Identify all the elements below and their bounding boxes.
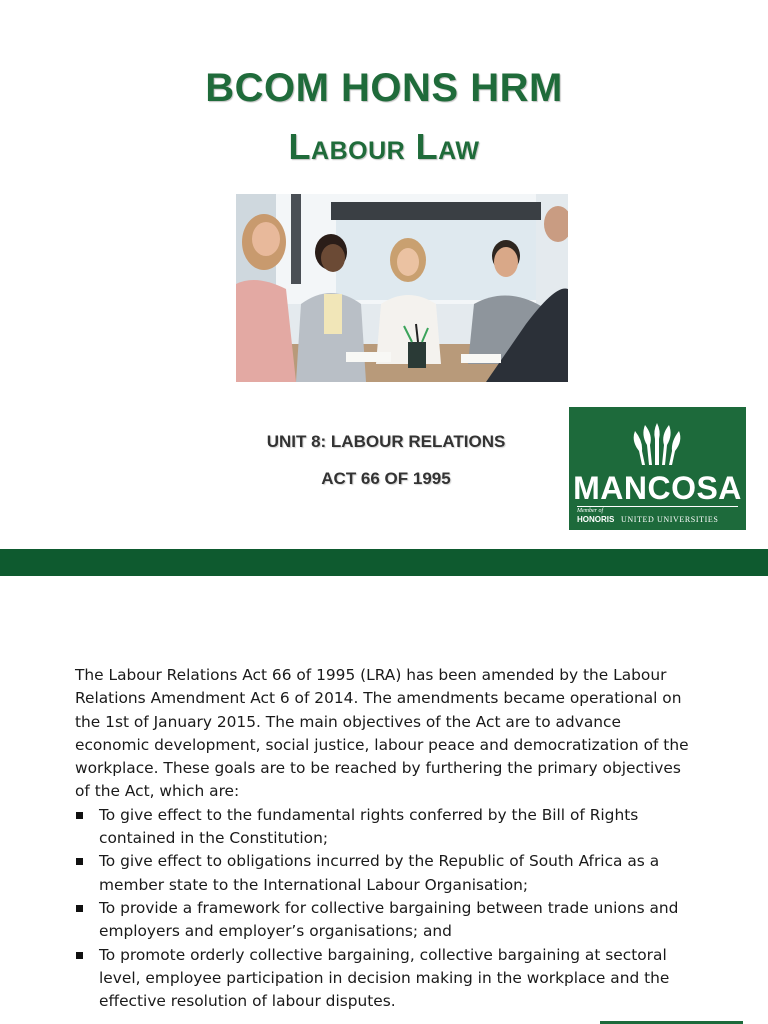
bullet-square-icon bbox=[76, 905, 83, 912]
list-item-text: To give effect to the fundamental rights conferred by the Bill of Rights contained in the Constitution; bbox=[99, 805, 639, 848]
act-title: ACT 66 OF 1995 bbox=[321, 469, 451, 488]
logo-member-of: Member of bbox=[577, 508, 604, 514]
logo-emblem-icon bbox=[569, 407, 746, 467]
logo-united-universities: UNITED UNIVERSITIES bbox=[621, 515, 719, 524]
list-item-text: To provide a framework for collective bargaining between trade unions and employers and employer’s organisations; and bbox=[99, 898, 679, 941]
list-item bbox=[75, 850, 695, 897]
meeting-photo bbox=[236, 194, 568, 382]
logo-wordmark: MANCOSA bbox=[573, 470, 742, 506]
bullet-square-icon bbox=[76, 812, 83, 819]
list-item-text: To promote orderly collective bargaining, collective bargaining at sectoral level, employee participation in decision making in the workplace and the effective resolution of labour disputes. bbox=[99, 945, 670, 1011]
list-item bbox=[75, 804, 695, 851]
unit-title: UNIT 8: LABOUR RELATIONS bbox=[266, 432, 506, 451]
intro-paragraph: The Labour Relations Act 66 of 1995 (LRA) has been amended by the Labour Relations Amendment Act 6 of 2014. The amendments became operational on the 1st of January 2015. The main objectives of the Act are to advance economic development, social justice, labour peace and democratization of the workplace. These goals are to be reached by furthering the primary objectives of the Act, which are: bbox=[75, 666, 689, 801]
mancosa-logo bbox=[569, 407, 746, 530]
logo-divider bbox=[577, 506, 738, 507]
list-item bbox=[75, 897, 695, 944]
list-item-text: To give effect to obligations incurred by the Republic of South Africa as a member state to the International Labour Organisation; bbox=[99, 852, 660, 894]
logo-honoris: HONORIS bbox=[577, 515, 615, 524]
bullet-square-icon bbox=[76, 858, 83, 865]
divider-band bbox=[0, 549, 768, 576]
objectives-list bbox=[75, 804, 695, 1014]
body-content bbox=[75, 664, 695, 1013]
list-item bbox=[75, 944, 695, 1014]
module-title: Labour Law bbox=[288, 126, 480, 167]
meeting-illustration bbox=[236, 194, 568, 382]
course-title: BCOM HONS HRM bbox=[205, 66, 563, 110]
bullet-square-icon bbox=[76, 952, 83, 959]
